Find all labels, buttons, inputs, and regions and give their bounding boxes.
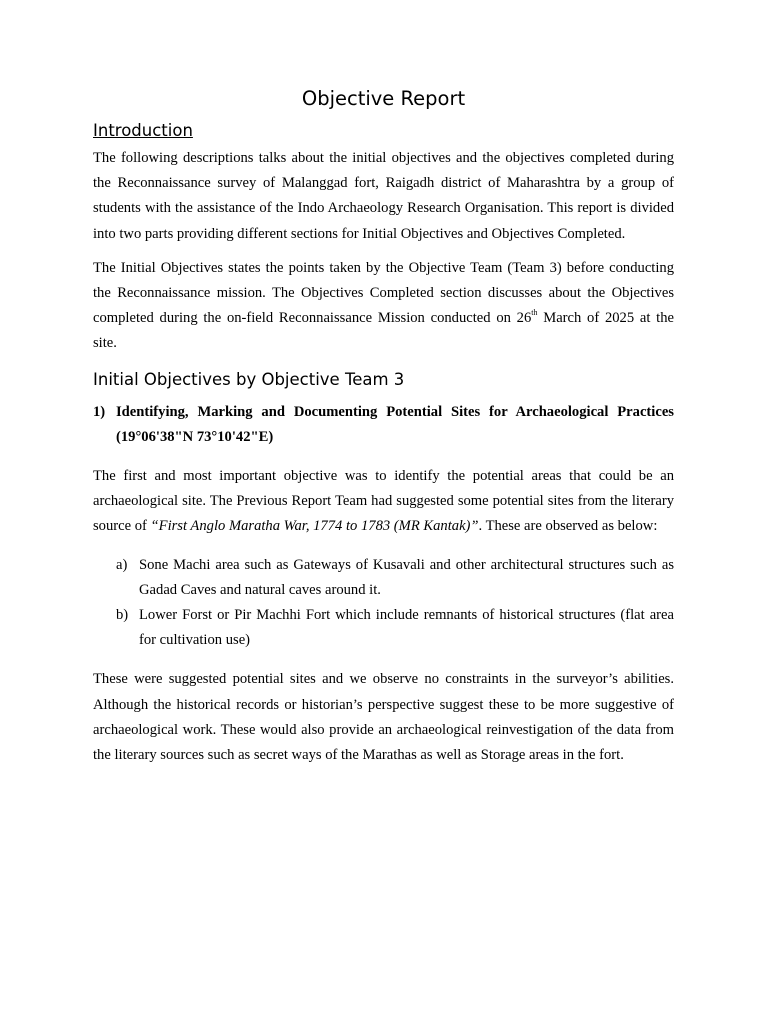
introduction-paragraph-2-text: The Initial Objectives states the points taken by the Objective Team (Team 3) before conducting the Reconnaissance mission. The Objectives Completed section discusses about the Objectives completed during the on-field Reconnaissance Mission conducted on 26 bbox=[93, 259, 674, 327]
objectives-paragraph-2: These were suggested potential sites and we observe no constraints in the surveyor’s abilities. Although the historical records or historian’s perspective suggest these to be more suggestive of archaeological work. These would also provide an archaeological reinvestigation of the data from the literary sources such as secret ways of the Marathas as well as Storage areas in the fort. bbox=[93, 671, 674, 764]
potential-site-b-text: Lower Forst or Pir Machhi Fort which include remnants of historical structures (flat area for cultivation use) bbox=[139, 607, 674, 649]
literary-source-citation: “First Anglo Maratha War, 1774 to 1783 (MR Kantak)” bbox=[150, 518, 479, 535]
objectives-paragraph-1 bbox=[93, 464, 674, 540]
potential-site-a bbox=[93, 553, 674, 603]
potential-site-a-text: Sone Machi area such as Gateways of Kusavali and other architectural structures such as Gadad Caves and natural caves around it. bbox=[139, 556, 674, 598]
introduction-paragraph-2 bbox=[93, 256, 674, 357]
potential-site-b bbox=[93, 603, 674, 653]
initial-objectives-heading: Initial Objectives by Objective Team 3 bbox=[93, 369, 405, 389]
objectives-list bbox=[93, 400, 674, 450]
document-page bbox=[93, 84, 674, 768]
date-superscript: th bbox=[531, 308, 538, 318]
objective-item-1 bbox=[93, 400, 674, 450]
potential-site-a-letter: a) bbox=[116, 556, 128, 573]
introduction-paragraph-2-end: March of 2025 at the site. bbox=[93, 310, 674, 352]
objectives-paragraph-1-end: . These are observed as below: bbox=[478, 518, 658, 535]
potential-site-b-letter: b) bbox=[116, 607, 129, 624]
page-title: Objective Report bbox=[301, 87, 466, 110]
introduction-paragraph-1: The following descriptions talks about the initial objectives and the objectives completed during the Reconnaissance survey of Malanggad fort, Raigadh district of Maharashtra by a group of students with the assistance of the Indo Archaeology Research Organisation. This report is divided into two parts providing different sections for Initial Objectives and Objectives Completed. bbox=[93, 150, 674, 242]
objective-item-1-number: 1) bbox=[93, 403, 106, 420]
objective-item-1-text: Identifying, Marking and Documenting Potential Sites for Archaeological Practices (19°06'38"N 73°10'42"E) bbox=[116, 403, 674, 445]
potential-sites-list bbox=[93, 553, 674, 654]
objectives-paragraph-1-text: The first and most important objective was to identify the potential areas that could be an archaeological site. The Previous Report Team had suggested some potential sites from the literary source of bbox=[93, 468, 674, 535]
introduction-heading: Introduction bbox=[93, 121, 193, 140]
